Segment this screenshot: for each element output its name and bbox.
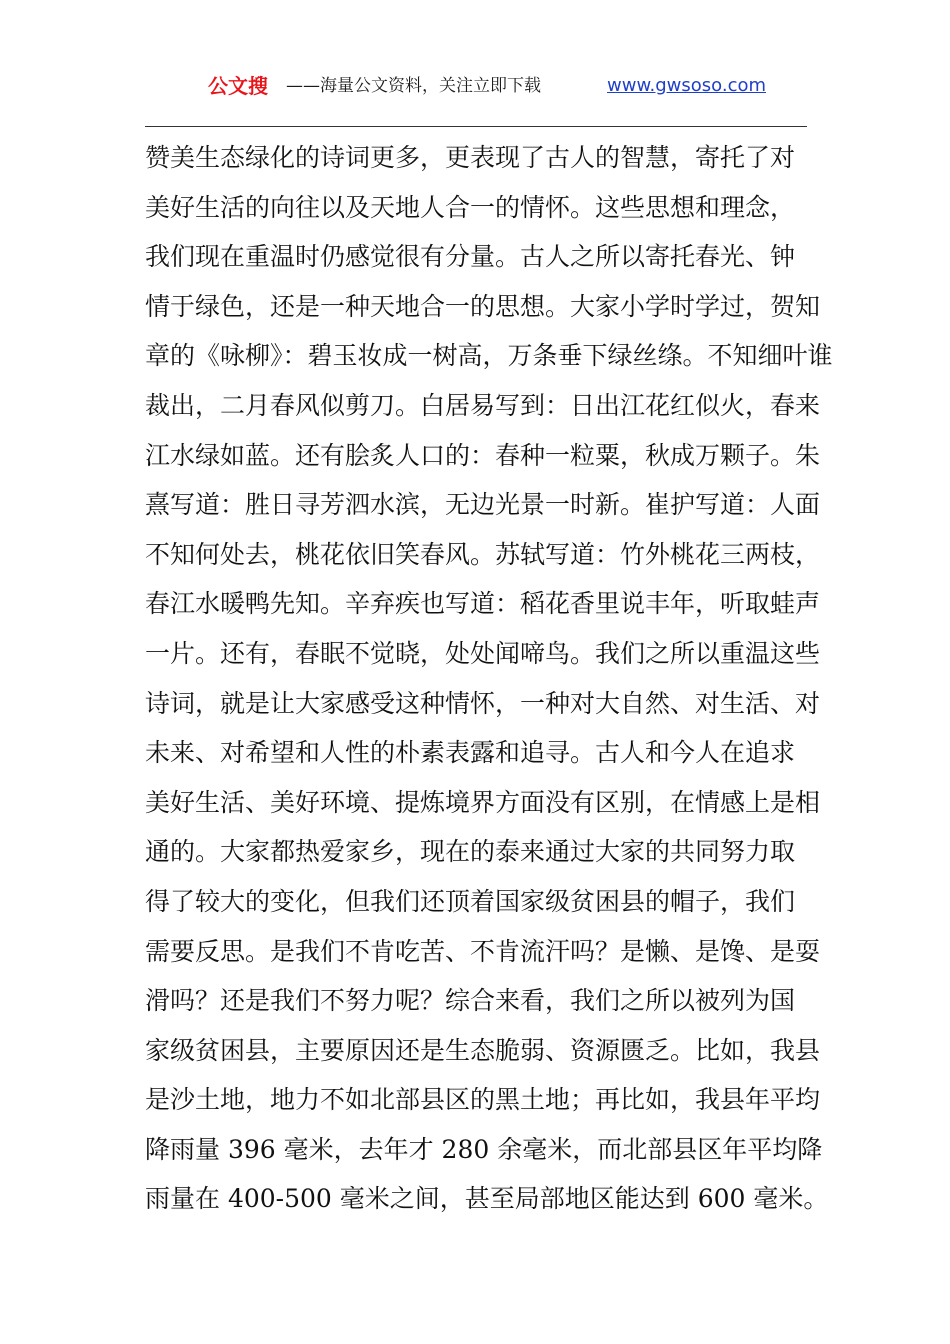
header-tagline: ——海量公文资料，关注立即下载 xyxy=(286,76,541,96)
text-line: 美好生活的向往以及天地人合一的情怀。这些思想和理念， xyxy=(145,192,796,222)
website-link[interactable]: www.gwsoso.com xyxy=(607,75,767,96)
text-line: 我们现在重温时仍感觉很有分量。古人之所以寄托春光、钟 xyxy=(145,242,796,272)
text-line: 熹写道：胜日寻芳泗水滨，无边光景一时新。崔护写道：人面 xyxy=(145,490,821,520)
text-line: 春江水暖鸭先知。辛弃疾也写道：稻花香里说丰年，听取蛙声 xyxy=(145,589,821,619)
text-line: 诗词，就是让大家感受这种情怀，一种对大自然、对生活、对 xyxy=(145,688,821,718)
text-line: 雨量在 400-500 毫米之间，甚至局部地区能达到 600 毫米。 xyxy=(145,1184,829,1214)
text-line: 未来、对希望和人性的朴素表露和追寻。古人和今人在追求 xyxy=(145,738,796,768)
text-line: 通的。大家都热爱家乡，现在的泰来通过大家的共同努力取 xyxy=(145,837,796,867)
text-line: 滑吗？还是我们不努力呢？综合来看，我们之所以被列为国 xyxy=(145,986,796,1016)
text-line: 赞美生态绿化的诗词更多，更表现了古人的智慧，寄托了对 xyxy=(145,143,796,172)
text-line: 需要反思。是我们不肯吃苦、不肯流汗吗？是懒、是馋、是耍 xyxy=(145,936,821,966)
text-line: 江水绿如蓝。还有脍炙人口的：春种一粒粟，秋成万颗子。朱 xyxy=(145,440,821,470)
text-line: 一片。还有，春眠不觉晓，处处闻啼鸟。我们之所以重温这些 xyxy=(145,638,821,668)
text-line: 美好生活、美好环境、提炼境界方面没有区别，在情感上是相 xyxy=(145,787,821,817)
text-line: 裁出，二月春风似剪刀。白居易写到：日出江花红似火，春来 xyxy=(145,390,821,420)
text-line: 情于绿色，还是一种天地合一的思想。大家小学时学过，贺知 xyxy=(145,291,821,321)
document-body xyxy=(145,135,833,1226)
text-line: 章的《咏柳》：碧玉妆成一树高，万条垂下绿丝绦。不知细叶谁 xyxy=(145,341,833,371)
text-line: 家级贫困县，主要原因还是生态脆弱、资源匮乏。比如，我县 xyxy=(145,1035,821,1065)
header-divider xyxy=(145,126,807,127)
text-line: 是沙土地，地力不如北部县区的黑土地；再比如，我县年平均 xyxy=(145,1085,821,1115)
page-header xyxy=(145,66,807,106)
brand-logo-text: 公文搜 xyxy=(208,74,268,98)
text-line: 降雨量 396 毫米，去年才 280 余毫米，而北部县区年平均降 xyxy=(145,1134,823,1164)
text-line: 得了较大的变化，但我们还顶着国家级贫困县的帽子，我们 xyxy=(145,886,796,916)
text-line: 不知何处去，桃花依旧笑春风。苏轼写道：竹外桃花三两枝， xyxy=(145,539,821,569)
